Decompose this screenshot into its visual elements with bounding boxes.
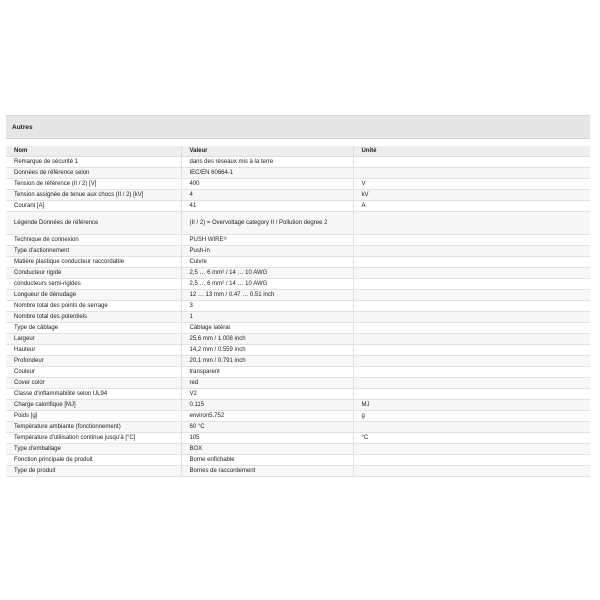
table-row	[6, 268, 590, 279]
table-row	[6, 356, 590, 367]
spec-value-text: 2,5 … 6 mm² / 14 … 10 AWG	[189, 281, 268, 287]
table-row	[6, 168, 590, 179]
table-row	[6, 246, 590, 257]
spec-unit	[353, 356, 590, 367]
spec-value-text: dans des réseaux mis à la terre	[189, 159, 274, 165]
spec-value-text: 105	[189, 435, 200, 441]
table-row	[6, 444, 590, 455]
spec-value-text: Push-in	[189, 248, 210, 254]
table-row	[6, 290, 590, 301]
spec-unit	[353, 268, 590, 279]
spec-value-text: environ5.752	[189, 413, 225, 419]
spec-value	[181, 257, 353, 268]
table-row	[6, 400, 590, 411]
spec-name: Type d'emballage	[6, 444, 181, 455]
spec-value-text: 25,6 mm / 1.008 inch	[189, 336, 246, 342]
spec-name: Conducteur rigide	[6, 268, 181, 279]
spec-unit	[353, 334, 590, 345]
spec-name: Nombre total des potentiels	[6, 312, 181, 323]
spec-unit	[353, 301, 590, 312]
spec-value-text: (II / 2) = Overvoltage category II / Pollution degree 2	[189, 220, 328, 226]
table-row	[6, 212, 590, 235]
spec-name: Nombre total des points de serrage	[6, 301, 181, 312]
table-row	[6, 157, 590, 168]
spec-name: Type de câblage	[6, 323, 181, 334]
spec-value	[181, 378, 353, 389]
spec-value-text: Cuivre	[189, 259, 207, 265]
spec-value-text: BOX	[189, 446, 203, 452]
spec-name: Longueur de dénudage	[6, 290, 181, 301]
spec-name: Remarque de sécurité 1	[6, 157, 181, 168]
spec-value-text: Bornes de raccordement	[189, 468, 256, 474]
spec-value-text: 41	[189, 203, 197, 209]
spec-name: Technique de connexion	[6, 235, 181, 246]
spec-unit	[353, 466, 590, 477]
spec-value	[181, 367, 353, 378]
spec-value	[181, 235, 353, 246]
spec-name: Hauteur	[6, 345, 181, 356]
spec-name: Données de référence selon	[6, 168, 181, 179]
spec-unit	[353, 422, 590, 433]
spec-value	[181, 312, 353, 323]
spec-unit	[353, 157, 590, 168]
spec-unit: kV	[353, 190, 590, 201]
spec-value-text: 4	[189, 192, 193, 198]
spec-unit	[353, 279, 590, 290]
spec-name: Poids [g]	[6, 411, 181, 422]
specs-table	[6, 146, 590, 477]
spec-unit	[353, 168, 590, 179]
table-row	[6, 301, 590, 312]
spec-value	[181, 466, 353, 477]
spec-value-text: V2	[189, 391, 197, 397]
spec-value-text: PUSH WIRE	[189, 237, 224, 243]
table-row	[6, 334, 590, 345]
spec-value	[181, 455, 353, 466]
table-row	[6, 312, 590, 323]
table-row	[6, 201, 590, 212]
spec-name: Couleur	[6, 367, 181, 378]
spec-unit	[353, 345, 590, 356]
spec-unit	[353, 444, 590, 455]
spec-name: conducteurs semi-rigides	[6, 279, 181, 290]
spec-name: Matière plastique conducteur raccordable	[6, 257, 181, 268]
spec-unit	[353, 290, 590, 301]
spec-unit	[353, 212, 590, 235]
spec-value	[181, 422, 353, 433]
spec-value	[181, 389, 353, 400]
spec-value	[181, 411, 353, 422]
spec-name: Tension assignée de tenue aux chocs (II / 2) [kV]	[6, 190, 181, 201]
spec-value	[181, 179, 353, 190]
table-body	[6, 157, 590, 477]
table-row	[6, 455, 590, 466]
spec-value	[181, 279, 353, 290]
spec-unit	[353, 235, 590, 246]
spec-value	[181, 433, 353, 444]
spec-unit	[353, 367, 590, 378]
spec-name: Cover color	[6, 378, 181, 389]
spec-name: Légende Données de référence	[6, 212, 181, 235]
spec-name: Fonction principale de produit	[6, 455, 181, 466]
section-header	[6, 115, 590, 139]
spec-unit: V	[353, 179, 590, 190]
spec-value-text: 2,5 … 6 mm² / 14 … 10 AWG	[189, 270, 268, 276]
table-header-row	[6, 146, 590, 157]
spec-value	[181, 290, 353, 301]
table-row	[6, 422, 590, 433]
registered-mark: ®	[223, 236, 227, 241]
spec-value	[181, 157, 353, 168]
spec-name: Type de produit	[6, 466, 181, 477]
column-header-unit: Unité	[353, 146, 590, 157]
spec-value-text: 12 … 13 mm / 0.47 … 0.51 inch	[189, 292, 275, 298]
table-row	[6, 179, 590, 190]
spec-unit	[353, 378, 590, 389]
table-row	[6, 367, 590, 378]
spec-value	[181, 268, 353, 279]
spec-unit: A	[353, 201, 590, 212]
spec-value-text: red	[189, 380, 199, 386]
spec-value-text: 60 °C	[189, 424, 205, 430]
spec-unit	[353, 246, 590, 257]
spec-name: Température d'utilisation continue jusqu'à [°C]	[6, 433, 181, 444]
spec-name: Type d'actionnement	[6, 246, 181, 257]
spec-value-text: 0.115	[189, 402, 205, 408]
spec-value	[181, 246, 353, 257]
column-header-name: Nom	[6, 146, 181, 157]
spec-unit	[353, 312, 590, 323]
spec-unit: °C	[353, 433, 590, 444]
spec-value-text: Câblage latéral	[189, 325, 230, 331]
spec-value-text: IEC/EN 60664-1	[189, 170, 234, 176]
column-header-value: Valeur	[181, 146, 353, 157]
section-title: Autres	[12, 123, 33, 131]
table-row	[6, 190, 590, 201]
spec-unit	[353, 323, 590, 334]
spec-value	[181, 400, 353, 411]
spec-name: Profondeur	[6, 356, 181, 367]
spec-value-text: Borne enfichable	[189, 457, 235, 463]
spec-value	[181, 201, 353, 212]
spec-value	[181, 323, 353, 334]
table-row	[6, 466, 590, 477]
spec-unit	[353, 257, 590, 268]
spec-value	[181, 356, 353, 367]
table-row	[6, 411, 590, 422]
table-row	[6, 257, 590, 268]
spec-value-text: 400	[189, 181, 200, 187]
spec-value	[181, 168, 353, 179]
spec-value	[181, 301, 353, 312]
spec-value	[181, 190, 353, 201]
spec-value	[181, 334, 353, 345]
table-row	[6, 345, 590, 356]
spec-name: Tension de référence (II / 2) [V]	[6, 179, 181, 190]
spec-value	[181, 444, 353, 455]
spec-value-text: 1	[189, 314, 193, 320]
table-row	[6, 279, 590, 290]
spec-unit: MJ	[353, 400, 590, 411]
spec-unit	[353, 389, 590, 400]
specs-panel	[6, 115, 590, 477]
spec-name: Largeur	[6, 334, 181, 345]
table-row	[6, 323, 590, 334]
spec-name: Température ambiante (fonctionnement)	[6, 422, 181, 433]
spec-unit: g	[353, 411, 590, 422]
table-row	[6, 235, 590, 246]
spec-value-text: 20,1 mm / 0.791 inch	[189, 358, 246, 364]
spec-value	[181, 345, 353, 356]
spec-name: Charge calorifique [MJ]	[6, 400, 181, 411]
table-row	[6, 389, 590, 400]
spec-name: Classe d'inflammabilité selon UL94	[6, 389, 181, 400]
table-row	[6, 433, 590, 444]
spec-value-text: 3	[189, 303, 193, 309]
table-row	[6, 378, 590, 389]
spec-name: Courant [A]	[6, 201, 181, 212]
spec-value	[181, 212, 353, 235]
spec-value-text: transparent	[189, 369, 220, 375]
spec-value-text: 14,2 mm / 0.559 inch	[189, 347, 246, 353]
spec-unit	[353, 455, 590, 466]
